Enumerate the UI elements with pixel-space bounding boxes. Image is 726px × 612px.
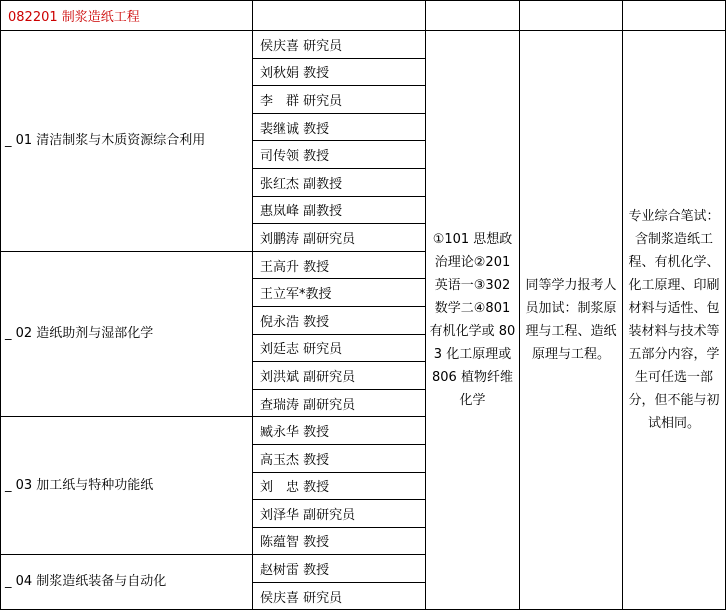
research-direction-04: _ 04 制浆造纸装备与自动化 bbox=[1, 555, 253, 610]
advisor-cell: 侯庆喜 研究员 bbox=[253, 582, 426, 610]
advisor-cell: 刘鹏涛 副研究员 bbox=[253, 224, 426, 252]
written-test-note-cell: 专业综合笔试：含制浆造纸工程、有机化学、化工原理、印刷材料与适性、包装材料与技术等五部分内容，学生可任选一部分，但不能与初试相同。 bbox=[623, 31, 726, 610]
advisor-cell: 高玉杰 教授 bbox=[253, 444, 426, 472]
advisor-cell: 侯庆喜 研究员 bbox=[253, 31, 426, 59]
advisor-cell: 张红杰 副教授 bbox=[253, 168, 426, 196]
advisor-cell: 李 群 研究员 bbox=[253, 86, 426, 114]
advisor-cell: 赵树雷 教授 bbox=[253, 555, 426, 583]
empty-cell bbox=[426, 1, 520, 31]
exam-subjects-cell: ①101 思想政治理论②201 英语一③302 数学二④801 有机化学或 803 化工原理或 806 植物纤维化学 bbox=[426, 31, 520, 610]
advisor-cell: 司传领 教授 bbox=[253, 141, 426, 169]
advisor-cell: 陈蕴智 教授 bbox=[253, 527, 426, 555]
advisor-cell: 刘泽华 副研究员 bbox=[253, 500, 426, 528]
program-code-title: 082201 制浆造纸工程 bbox=[1, 1, 253, 31]
empty-cell bbox=[623, 1, 726, 31]
advisor-cell: 裴继诚 教授 bbox=[253, 113, 426, 141]
advisor-cell: 臧永华 教授 bbox=[253, 417, 426, 445]
table-row bbox=[1, 31, 726, 59]
equivalency-addtest-cell: 同等学力报考人员加试：制浆原理与工程、造纸原理与工程。 bbox=[520, 31, 623, 610]
research-direction-01: _ 01 清洁制浆与木质资源综合利用 bbox=[1, 31, 253, 252]
advisor-cell: 刘 忠 教授 bbox=[253, 472, 426, 500]
advisor-cell: 王高升 教授 bbox=[253, 251, 426, 279]
empty-cell bbox=[520, 1, 623, 31]
advisor-cell: 倪永浩 教授 bbox=[253, 306, 426, 334]
advisor-cell: 刘秋娟 教授 bbox=[253, 58, 426, 86]
research-direction-02: _ 02 造纸助剂与湿部化学 bbox=[1, 251, 253, 417]
advisor-cell: 刘廷志 研究员 bbox=[253, 334, 426, 362]
advisor-cell: 王立军*教授 bbox=[253, 279, 426, 307]
advisor-cell: 惠岚峰 副教授 bbox=[253, 196, 426, 224]
advisor-cell: 查瑞涛 副研究员 bbox=[253, 389, 426, 417]
empty-cell bbox=[253, 1, 426, 31]
research-direction-03: _ 03 加工纸与特种功能纸 bbox=[1, 417, 253, 555]
advisor-cell: 刘洪斌 副研究员 bbox=[253, 362, 426, 390]
program-header-row bbox=[1, 1, 726, 31]
